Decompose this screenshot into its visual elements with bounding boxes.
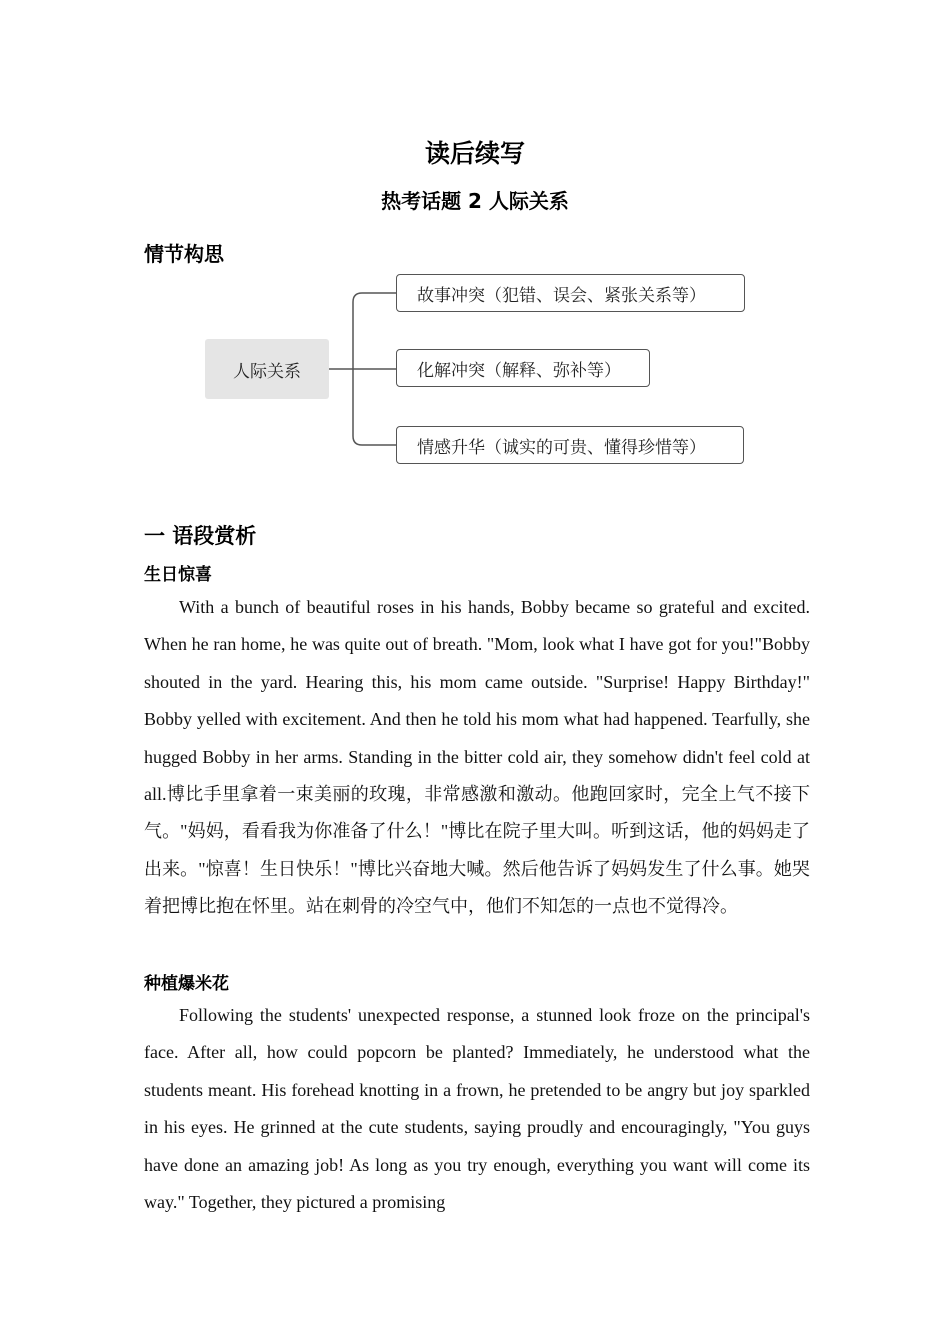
passage-text: With a bunch of beautiful roses in his hands, Bobby became so grateful and excited. When he ran home, he was quite out of breath. "Mom, look what I have got for you!"Bobby shouted in the yard. Hearing this, his mom came outside. "Surprise! Happy Birthday!" Bobby yelled with excitement. And then he told his mom what had happened. Tearfully, she hugged Bobby in her arms. Standing in the bitter cold air, they somehow didn't feel cold at all.博比手里拿着一束美丽的玫瑰，非常感激和激动。他跑回家时，完全上气不接下气。"妈妈，看看我为你准备了什么！"博比在院子里大叫。听到这话，他的妈妈走了出来。"惊喜！生日快乐！"博比兴奋地大喊。然后他告诉了妈妈发生了什么事。她哭着把博比抱在怀里。站在刺骨的冷空气中，他们不知怎的一点也不觉得冷。 [144,597,810,917]
branch-node-resolution: 化解冲突（解释、弥补等） [396,349,650,387]
mind-map-diagram [200,268,760,474]
passage-title: 生日惊喜 [144,565,212,585]
center-node: 人际关系 [205,339,329,399]
analysis-heading: 一 语段赏析 [144,524,257,548]
page-subtitle: 热考话题 2 人际关系 [381,189,569,213]
passage-title: 种植爆米花 [144,974,229,994]
branch-node-conflict: 故事冲突（犯错、误会、紧张关系等） [396,274,745,312]
passage-text: Following the students' unexpected response, a stunned look froze on the principal's face. After all, how could popcorn be planted? Immediately, he understood what the students meant. His forehead knotting in a frown, he pretended to be angry but joy sparkled in his eyes. He grinned at the cute students, saying proudly and encouragingly, "You guys have done an amazing job! As long as you try enough, everything you want will come its way." Together, they pictured a promising [144,1005,810,1213]
plot-heading: 情节构思 [144,242,224,266]
page-title: 读后续写 [424,139,525,168]
branch-node-sublimation: 情感升华（诚实的可贵、懂得珍惜等） [396,426,744,464]
